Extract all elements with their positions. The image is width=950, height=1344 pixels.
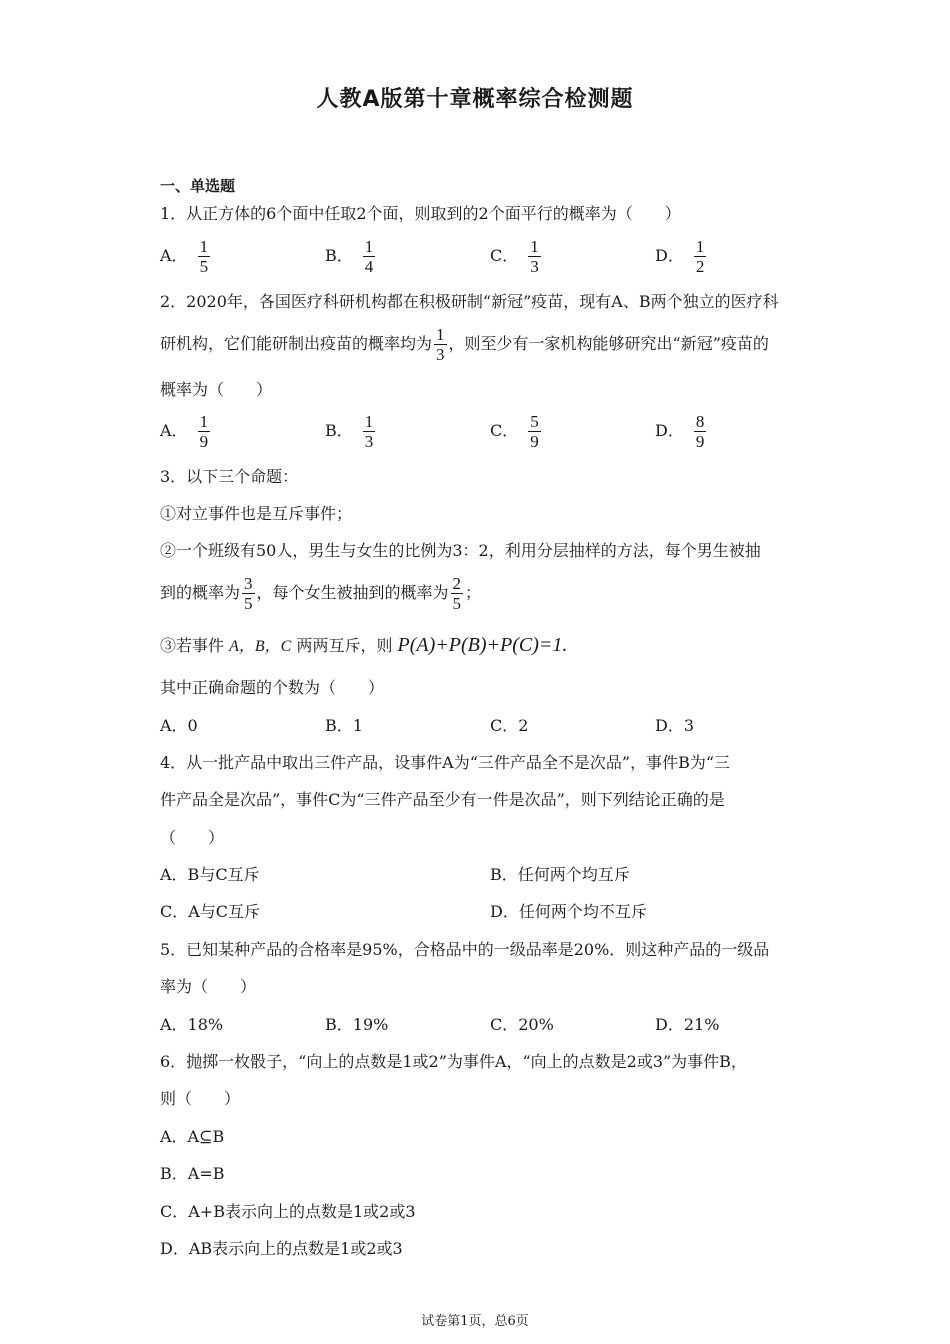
q1-option-c xyxy=(490,237,543,276)
probability-formula: P(A)+P(B)+P(C)=1. xyxy=(397,634,568,656)
fraction xyxy=(198,237,211,276)
fraction xyxy=(363,237,376,276)
q2-text: 研机构，它们能研制出疫苗的概率均为 xyxy=(160,334,433,353)
q3-option-a: A．0 xyxy=(160,716,198,735)
q5-option-c: C．20% xyxy=(490,1015,554,1034)
event-variables: A，B，C xyxy=(229,638,292,655)
fraction xyxy=(528,237,541,276)
numerator: 5 xyxy=(530,412,539,431)
q6-line-2: 则（ ） xyxy=(160,1089,241,1108)
q1-option-a xyxy=(160,237,212,276)
q3-proposition-1: ①对立事件也是互斥事件； xyxy=(160,504,353,523)
q4-option-d: D．任何两个均不互斥 xyxy=(490,902,647,921)
denominator: 3 xyxy=(436,345,445,364)
numerator: 2 xyxy=(452,574,462,593)
q3-text: 两两互斥，则 xyxy=(296,636,393,655)
q6-option-c: C．A+B表示向上的点数是1或2或3 xyxy=(160,1202,416,1221)
numerator: 1 xyxy=(199,412,209,431)
q2-line-1: 2．2020年，各国医疗科研机构都在积极研制“新冠”疫苗，现有A、B两个独立的医疗科 xyxy=(160,292,779,311)
q4-line-3: （ ） xyxy=(160,828,225,847)
numerator: 1 xyxy=(530,237,539,256)
denominator: 3 xyxy=(530,257,539,276)
q3-text: 到的概率为 xyxy=(160,583,241,602)
q6-line-1: 6．抛掷一枚骰子，“向上的点数是1或2”为事件A，“向上的点数是2或3”为事件B， xyxy=(160,1052,747,1071)
q4-option-a: A．B与C互斥 xyxy=(160,865,260,884)
fraction xyxy=(694,412,707,451)
numerator: 1 xyxy=(199,237,209,256)
q3-proposition-2-line-1: ②一个班级有50人，男生与女生的比例为3：2，利用分层抽样的方法，每个男生被抽 xyxy=(160,541,761,560)
q2-text: ，则至少有一家机构能够研究出“新冠”疫苗的 xyxy=(448,334,769,353)
option-label: A． xyxy=(160,421,188,440)
denominator: 4 xyxy=(364,257,374,276)
option-label: D． xyxy=(655,421,684,440)
fraction xyxy=(434,325,447,364)
denominator: 5 xyxy=(244,594,253,613)
q3-proposition-3 xyxy=(160,632,567,660)
q3-option-c: C．2 xyxy=(490,716,529,735)
option-label: C． xyxy=(490,246,519,265)
option-label: A． xyxy=(160,246,188,265)
option-label: C． xyxy=(490,421,519,440)
q5-line-1: 5．已知某种产品的合格率是95%，合格品中的一级品率是20%．则这种产品的一级品 xyxy=(160,940,770,959)
fraction xyxy=(198,412,211,451)
fraction xyxy=(451,574,464,613)
option-label: B． xyxy=(325,421,353,440)
numerator: 1 xyxy=(436,325,445,344)
numerator: 1 xyxy=(695,237,705,256)
q1-stem: 1．从正方体的6个面中任取2个面，则取到的2个面平行的概率为（ ） xyxy=(160,204,681,223)
q3-option-d: D．3 xyxy=(655,716,695,735)
q6-option-a: A．A⊆B xyxy=(160,1127,225,1146)
page-footer: 试卷第1页，总6页 xyxy=(421,1314,529,1329)
q1-option-d xyxy=(655,237,708,276)
denominator: 3 xyxy=(364,432,374,451)
denominator: 9 xyxy=(199,432,209,451)
q5-option-b: B．19% xyxy=(325,1015,389,1034)
q3-option-b: B．1 xyxy=(325,716,363,735)
q6-option-b: B．A=B xyxy=(160,1164,225,1183)
numerator: 3 xyxy=(244,574,253,593)
numerator: 1 xyxy=(364,412,374,431)
q2-line-2 xyxy=(160,322,769,366)
page-title: 人教A版第十章概率综合检测题 xyxy=(316,87,634,112)
option-label: D． xyxy=(655,246,684,265)
q3-text: ，每个女生被抽到的概率为 xyxy=(256,583,449,602)
denominator: 5 xyxy=(199,257,209,276)
fraction xyxy=(694,237,707,276)
q4-line-1: 4．从一批产品中取出三件产品，设事件A为“三件产品全不是次品”，事件B为“三 xyxy=(160,753,731,772)
fraction xyxy=(242,574,255,613)
denominator: 2 xyxy=(695,257,705,276)
q3-text: ③若事件 xyxy=(160,636,225,655)
q5-option-a: A．18% xyxy=(160,1015,224,1034)
q4-option-b: B．任何两个均互斥 xyxy=(490,865,630,884)
q1-option-b xyxy=(325,237,377,276)
q6-option-d: D．AB表示向上的点数是1或2或3 xyxy=(160,1239,403,1258)
q2-line-3: 概率为（ ） xyxy=(160,380,273,399)
option-label: B． xyxy=(325,246,353,265)
q3-proposition-2-line-2 xyxy=(160,571,481,615)
numerator: 8 xyxy=(695,412,705,431)
q3-question: 其中正确命题的个数为（ ） xyxy=(160,678,385,697)
q3-stem: 3．以下三个命题： xyxy=(160,467,299,486)
denominator: 9 xyxy=(695,432,705,451)
q3-text: ； xyxy=(465,583,482,602)
fraction xyxy=(363,412,376,451)
q5-line-2: 率为（ ） xyxy=(160,977,257,996)
q5-option-d: D．21% xyxy=(655,1015,720,1034)
q4-line-2: 件产品全是次品”，事件C为“三件产品至少有一件是次品”，则下列结论正确的是 xyxy=(160,790,725,809)
denominator: 9 xyxy=(530,432,539,451)
q2-option-b xyxy=(325,412,377,451)
q2-option-c xyxy=(490,412,543,451)
numerator: 1 xyxy=(364,237,374,256)
q2-option-d xyxy=(655,412,708,451)
q4-option-c: C．A与C互斥 xyxy=(160,902,261,921)
denominator: 5 xyxy=(452,594,462,613)
fraction xyxy=(528,412,541,451)
section-heading: 一、单选题 xyxy=(160,177,236,195)
q2-option-a xyxy=(160,412,212,451)
